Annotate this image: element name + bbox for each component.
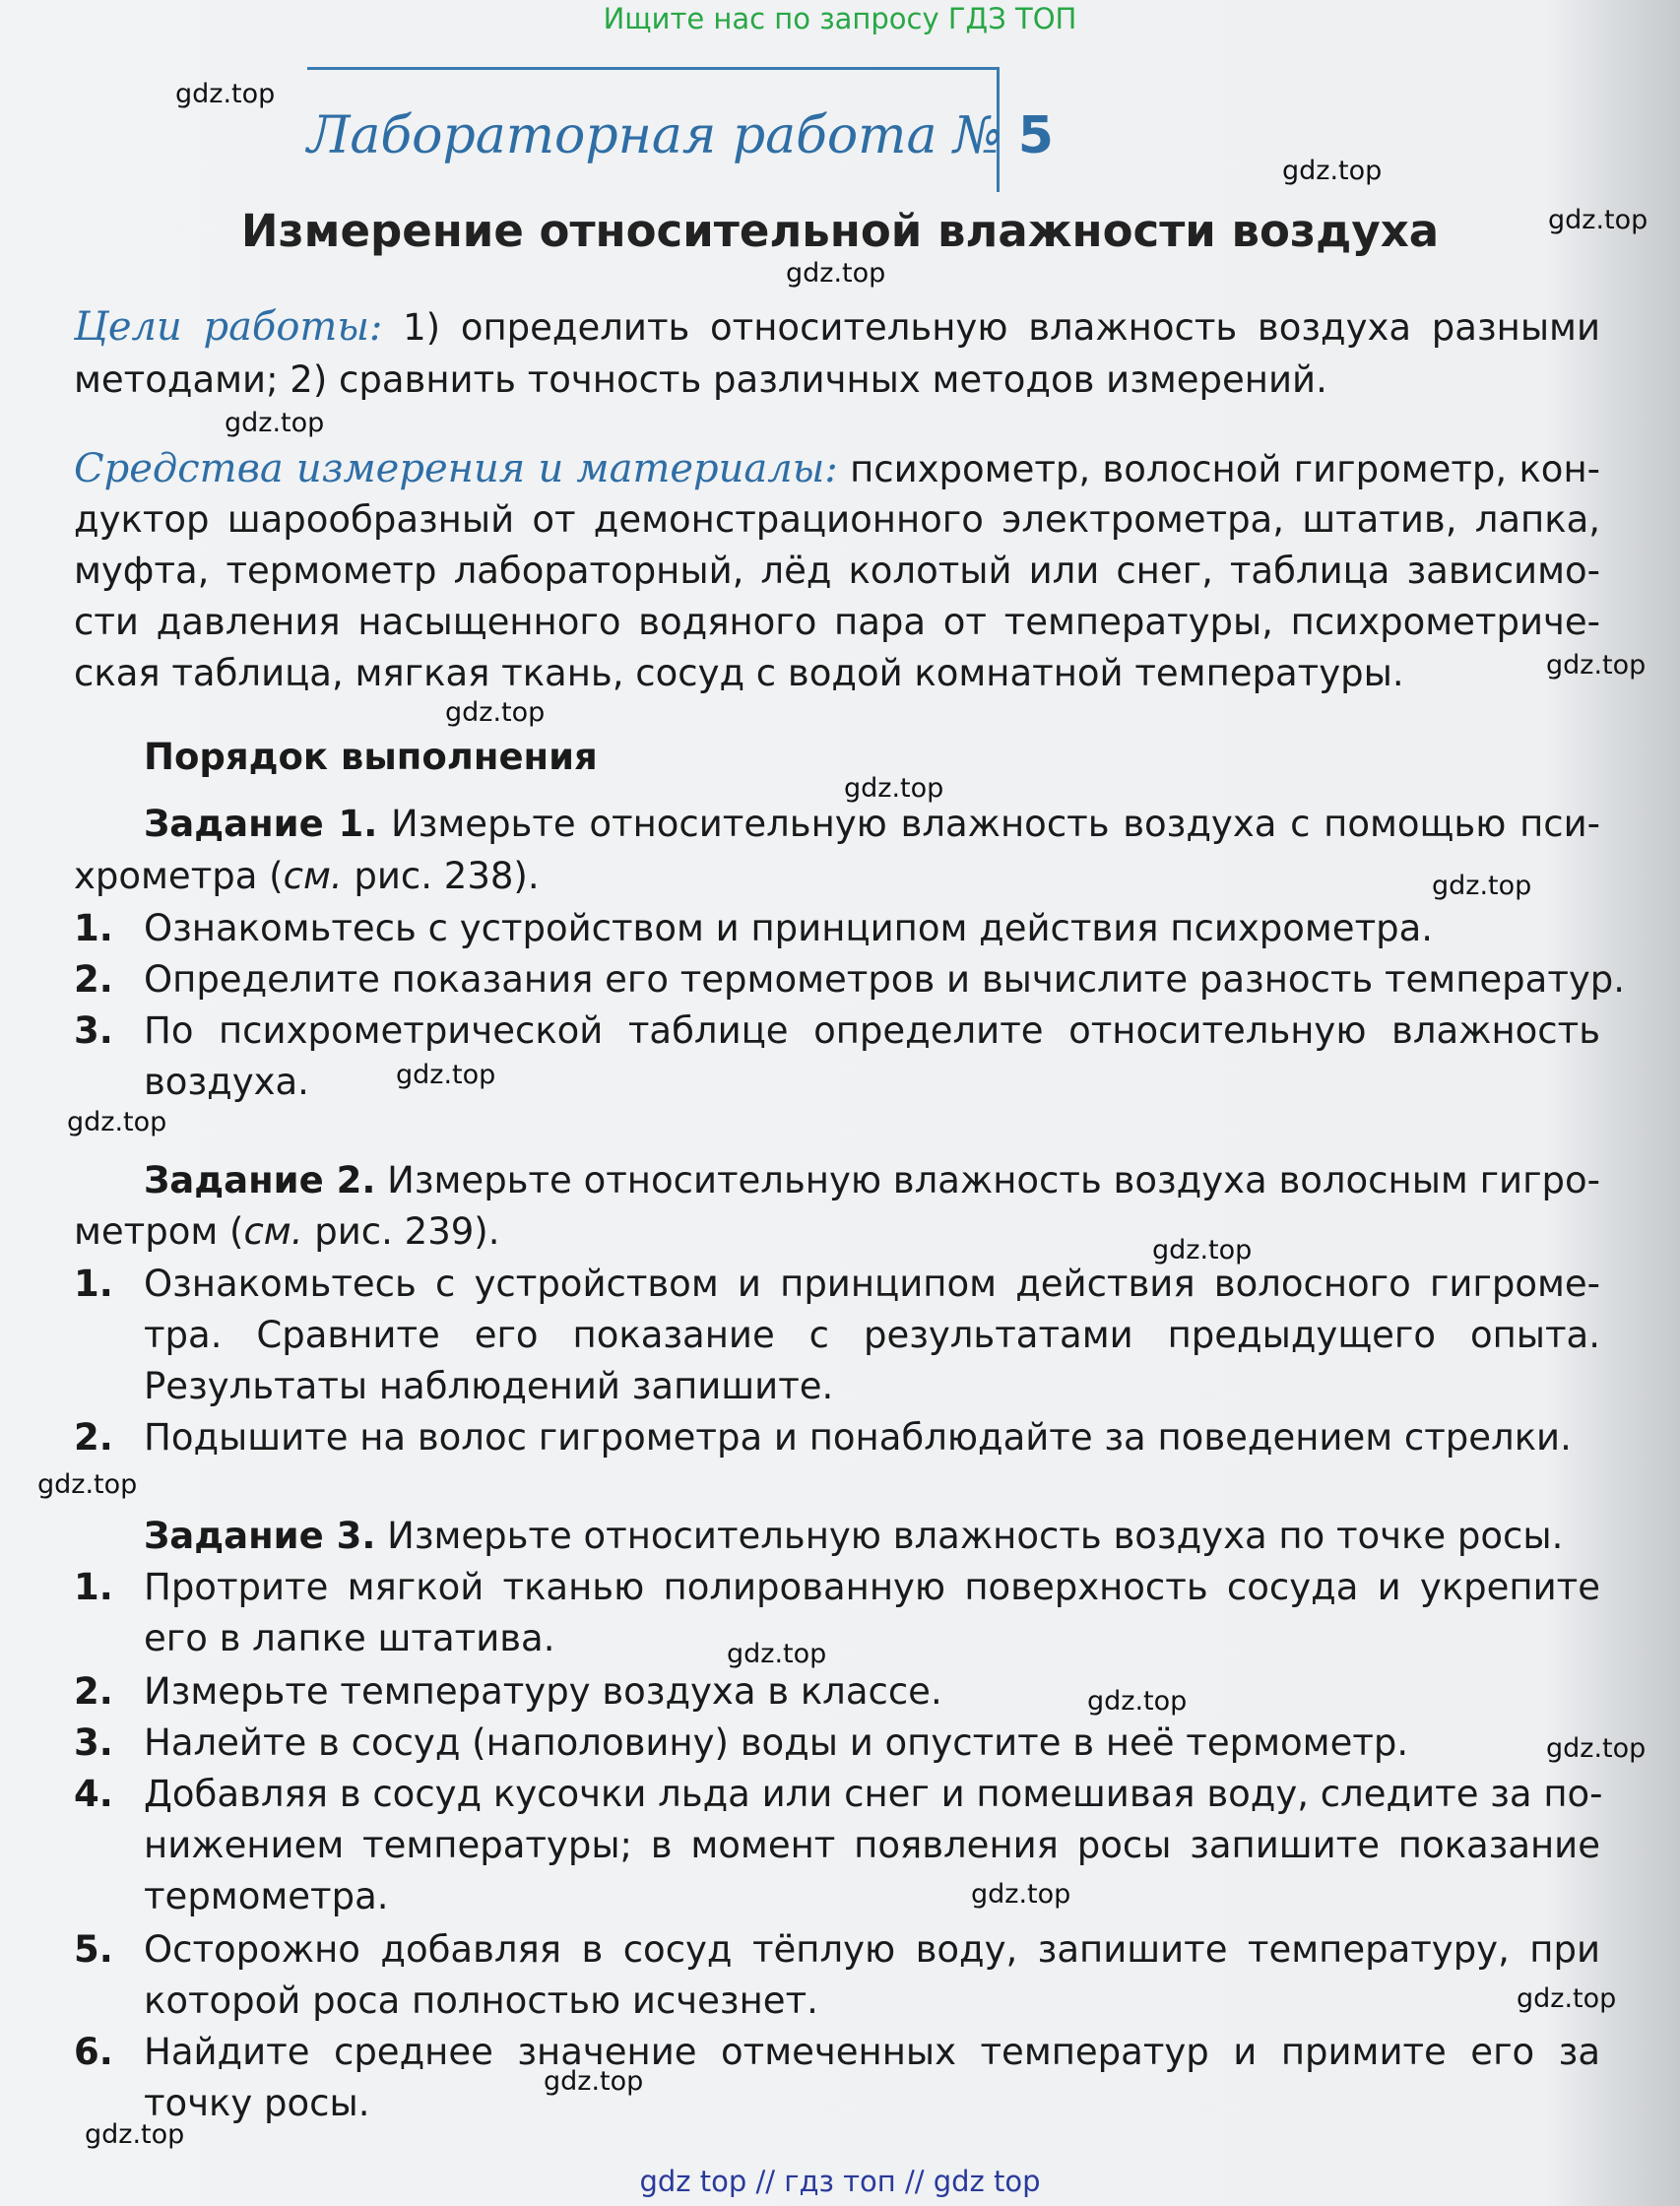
task3-text-1: Измерьте относительную влажность воздуха по точке росы. — [387, 1515, 1564, 1557]
materials-line-4: сти давления насыщенного водяного пара от температуры, психрометриче- — [74, 601, 1600, 643]
materials-text-1: психрометр, волосной гигрометр, кон- — [850, 448, 1600, 490]
watermark: gdz.top — [37, 1469, 138, 1500]
watermark: gdz.top — [786, 258, 886, 289]
task1-label: Задание 1. — [144, 803, 378, 845]
top-banner[interactable]: Ищите нас по запросу ГДЗ ТОП — [603, 2, 1077, 35]
goals-text-1: 1) определить относительную влажность воздуха разными — [403, 306, 1601, 349]
task2-item-text: Ознакомьтесь с устройством и принципом действия волосного гигроме- — [144, 1263, 1600, 1305]
watermark: gdz.top — [225, 408, 325, 438]
task2-item-text: Результаты наблюдений запишите. — [144, 1365, 834, 1407]
task3-item-text: его в лапке штатива. — [144, 1617, 555, 1659]
task3-item-text: нижением температуры; в момент появления росы запишите показание — [144, 1824, 1600, 1866]
watermark: gdz.top — [844, 773, 944, 804]
procedure-heading: Порядок выполнения — [144, 736, 598, 778]
task3-item-number: 2. — [74, 1670, 113, 1713]
task3-item-text: Протрите мягкой тканью полированную поверхность сосуда и укрепите — [144, 1566, 1600, 1608]
task2-item-number: 2. — [74, 1416, 113, 1459]
task3-item-text: Налейте в сосуд (наполовину) воды и опустите в неё термометр. — [144, 1721, 1409, 1764]
task3-item-number: 4. — [74, 1773, 113, 1815]
task1-item-text: Определите показания его термометров и вычислите разность температур. — [144, 958, 1626, 1001]
task1-text-2b: см. — [283, 855, 343, 897]
task3-item-text: термометра. — [144, 1875, 389, 1917]
task3-line-1 — [144, 1513, 1600, 1560]
watermark: gdz.top — [1087, 1686, 1188, 1717]
watermark: gdz.top — [175, 79, 276, 109]
watermark: gdz.top — [1282, 156, 1383, 186]
task2-text-2b: см. — [243, 1210, 303, 1253]
task3-item-text: Измерьте температуру воздуха в классе. — [144, 1670, 942, 1713]
task2-text-2c: рис. 239). — [302, 1210, 500, 1253]
watermark: gdz.top — [544, 2066, 644, 2097]
watermark: gdz.top — [971, 1879, 1071, 1910]
page-title: Измерение относительной влажности воздуха — [240, 205, 1440, 257]
materials-line-1 — [74, 445, 1600, 493]
task1-text-1: Измерьте относительную влажность воздуха с помощью пси- — [391, 803, 1600, 845]
watermark: gdz.top — [85, 2119, 185, 2150]
lab-title-label: Лабораторная работа № — [307, 106, 1002, 165]
task2-label: Задание 2. — [144, 1159, 376, 1201]
watermark: gdz.top — [1517, 1983, 1617, 2014]
watermark: gdz.top — [1152, 1235, 1253, 1265]
task1-item-text: воздуха. — [144, 1061, 309, 1103]
task3-item-number: 5. — [74, 1928, 113, 1971]
task1-line-1 — [144, 801, 1600, 848]
materials-line-2: дуктор шарообразный от демонстрационного электрометра, штатив, лапка, — [74, 498, 1600, 541]
task3-item-number: 1. — [74, 1566, 113, 1608]
watermark: gdz.top — [1546, 1733, 1647, 1764]
task3-item-number: 3. — [74, 1721, 113, 1764]
task2-text-1: Измерьте относительную влажность воздуха волосным гигро- — [387, 1159, 1601, 1201]
watermark: gdz.top — [727, 1639, 827, 1669]
task2-item-text: тра. Сравните его показание с результатами предыдущего опыта. — [144, 1314, 1600, 1356]
watermark: gdz.top — [1548, 205, 1648, 235]
task3-item-text: Осторожно добавляя в сосуд тёплую воду, запишите температуру, при — [144, 1928, 1600, 1971]
task3-item-text: Добавляя в сосуд кусочки льда или снег и помешивая воду, следите за по- — [144, 1773, 1603, 1815]
task2-text-2a: метром ( — [74, 1210, 244, 1253]
watermark: gdz.top — [1546, 650, 1647, 681]
watermark: gdz.top — [1432, 871, 1532, 901]
task1-text-2c: рис. 238). — [342, 855, 540, 897]
materials-label: Средства измерения и материалы: — [74, 446, 838, 491]
task3-item-text: точку росы. — [144, 2082, 370, 2124]
task1-item-number: 1. — [74, 907, 113, 949]
task3-label: Задание 3. — [144, 1515, 376, 1557]
task2-item-number: 1. — [74, 1263, 113, 1305]
goals-line-1 — [74, 303, 1600, 352]
task1-item-text: По психрометрической таблице определите относительную влажность — [144, 1009, 1600, 1052]
task1-item-number: 2. — [74, 958, 113, 1001]
task3-item-number: 6. — [74, 2031, 113, 2073]
materials-line-5: ская таблица, мягкая ткань, сосуд с водой комнатной температуры. — [74, 652, 1404, 694]
task1-text-2a: хрометра ( — [74, 855, 284, 897]
lab-number: 5 — [1017, 106, 1054, 165]
task1-item-text: Ознакомьтесь с устройством и принципом действия психрометра. — [144, 907, 1434, 949]
task2-item-text: Подышите на волос гигрометра и понаблюдайте за поведением стрелки. — [144, 1416, 1572, 1459]
watermark: gdz.top — [396, 1060, 496, 1090]
task3-item-text: Найдите среднее значение отмеченных температур и примите его за — [144, 2031, 1600, 2073]
goals-label: Цели работы: — [74, 304, 383, 350]
materials-line-3: муфта, термометр лабораторный, лёд колотый или снег, таблица зависимо- — [74, 550, 1600, 592]
task2-line-1 — [144, 1157, 1600, 1204]
bottom-banner[interactable]: gdz top // гдз топ // gdz top — [639, 2165, 1041, 2198]
watermark: gdz.top — [67, 1107, 167, 1137]
lab-title — [307, 106, 1054, 165]
task1-line-2 — [74, 853, 1600, 900]
task2-line-2 — [74, 1208, 1600, 1256]
task3-item-text: которой роса полностью исчезнет. — [144, 1979, 818, 2022]
watermark: gdz.top — [445, 697, 546, 728]
task1-item-number: 3. — [74, 1009, 113, 1052]
goals-line-2: методами; 2) сравнить точность различных методов измерений. — [74, 358, 1327, 401]
